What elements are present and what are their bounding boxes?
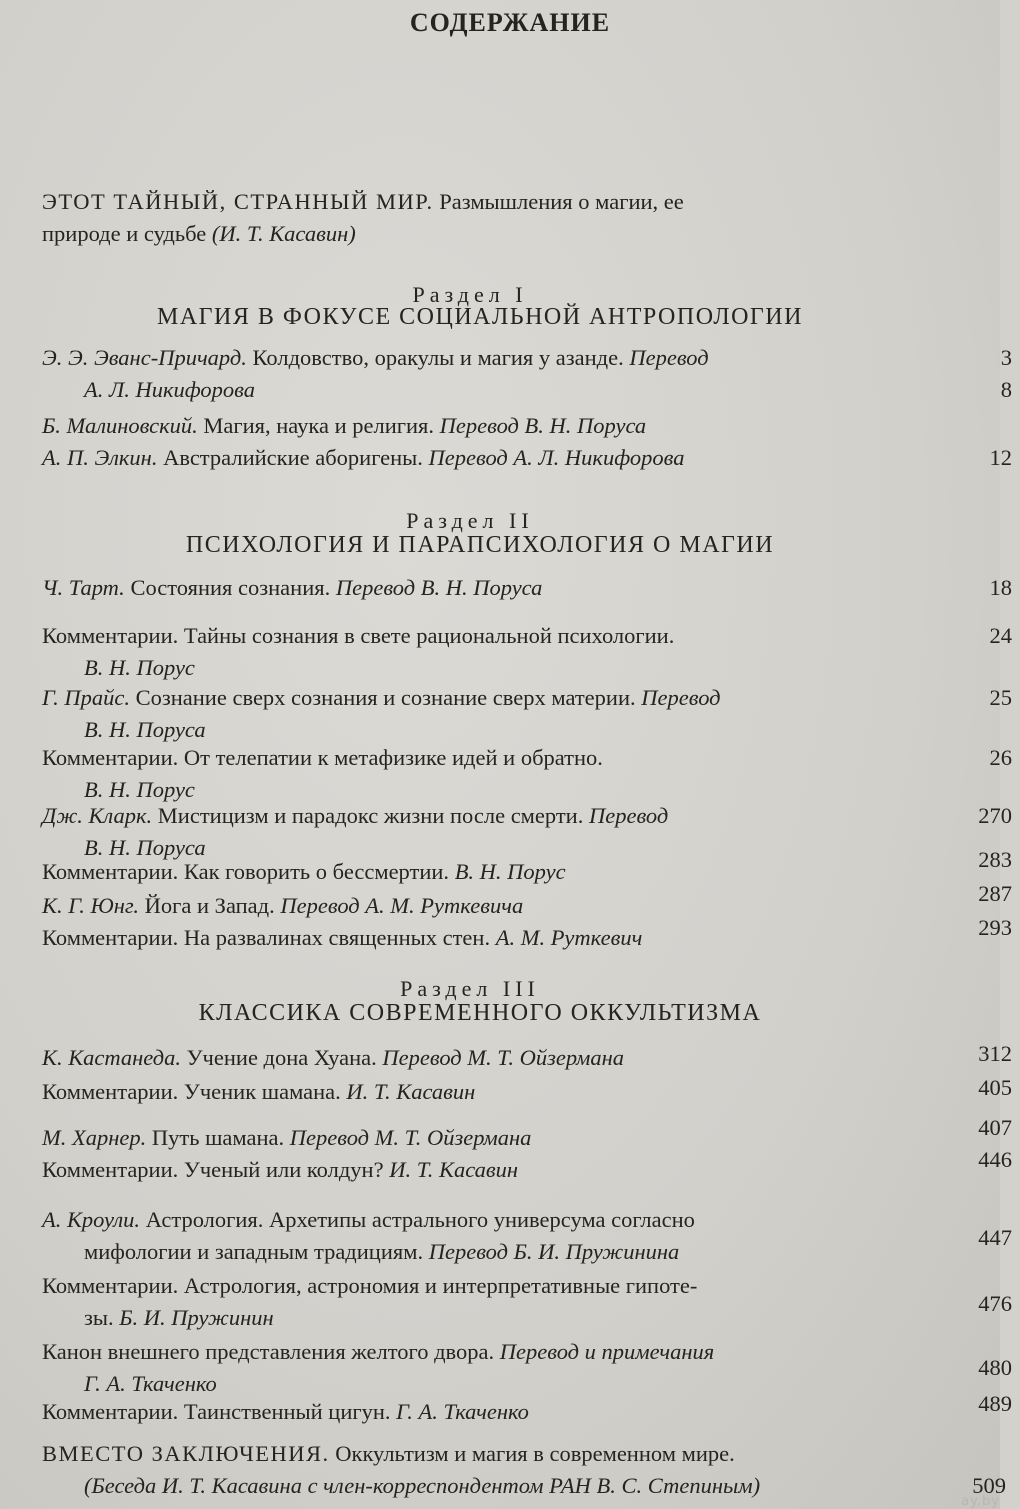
entry-title: Учение дона Хуана. (181, 1045, 383, 1070)
page-number: 3 (1000, 345, 1012, 370)
intro-text: Размышления о магии, ее (433, 189, 684, 214)
toc-entry (42, 572, 1012, 604)
page-number: 25 (989, 685, 1012, 710)
page-number: 480 (978, 1355, 1012, 1380)
entry-author: Дж. Кларк. (42, 803, 153, 828)
entry-continuation: Г. А. Ткаченко (84, 1371, 217, 1396)
entry-note: Перевод Б. И. Пружинина (428, 1239, 680, 1264)
entry-author: Ч. Тарт. (42, 575, 125, 600)
page-number: 476 (978, 1291, 1012, 1316)
entry-note: Перевод и примечания (499, 1339, 715, 1364)
entry-title: Комментарии. Таинственный цигун. (42, 1399, 397, 1424)
toc-entry (42, 1204, 1012, 1268)
entry-title: Магия, наука и религия. (197, 413, 440, 438)
entry-note: Перевод (588, 803, 669, 828)
conclusion-note: (Беседа И. Т. Касавина с член-корреспондентом РАН В. С. Степиным) (84, 1473, 761, 1498)
entry-note: Г. А. Ткаченко (396, 1399, 529, 1424)
entry-note: В. Н. Порус (454, 859, 566, 884)
toc-entry (42, 1041, 1012, 1074)
entry-author: Э. Э. Эванс-Причард. (42, 345, 247, 370)
page-number: 283 (978, 847, 1012, 872)
entry-continuation: В. Н. Порус (84, 777, 195, 802)
entry-continuation: зы. (84, 1305, 120, 1330)
page-number: 489 (978, 1391, 1012, 1416)
entry-note: Перевод А. Л. Никифорова (428, 445, 685, 470)
entry-note: А. М. Руткевич (495, 925, 643, 950)
entry-title: Комментарии. Астрология, астрономия и интерпретативные гипоте- (42, 1273, 698, 1298)
entry-title: Путь шамана. (146, 1125, 290, 1150)
page-number: 18 (989, 575, 1012, 600)
toc-entry (42, 881, 1012, 922)
conclusion-text: Оккультизм и магия в современном мире. (329, 1441, 735, 1466)
entry-title: Состояния сознания. (124, 575, 336, 600)
page-number: 509 (972, 1473, 1006, 1498)
entry-note: И. Т. Касавин (389, 1157, 519, 1182)
page-number: 446 (978, 1147, 1012, 1172)
page-number: 312 (978, 1041, 1012, 1066)
toc-entry (42, 682, 1012, 746)
toc-entry (42, 742, 1012, 806)
entry-continuation: А. Л. Никифорова (84, 377, 256, 402)
toc-entry (42, 620, 1012, 684)
page-number: 447 (978, 1225, 1012, 1250)
entry-title: Комментарии. Как говорить о бессмертии. (42, 859, 455, 884)
entry-author: К. Г. Юнг. (42, 893, 140, 918)
toc-entry (42, 1391, 1012, 1428)
intro-author: (И. Т. Касавин) (211, 221, 356, 246)
page-number: 407 (978, 1115, 1012, 1140)
entry-title: Мистицизм и парадокс жизни после смерти. (152, 803, 589, 828)
entry-continuation: В. Н. Поруса (84, 717, 206, 742)
entry-title: Сознание сверх сознания и сознание сверх материи. (129, 685, 642, 710)
toc-entry (42, 915, 1012, 954)
entry-title: Йога и Запад. (139, 893, 281, 918)
toc-entry (42, 1336, 1012, 1400)
page-number: 26 (989, 745, 1012, 770)
intro-caps: ЭТОТ ТАЙНЫЙ, СТРАННЫЙ МИР. (42, 189, 434, 214)
page-title: СОДЕРЖАНИЕ (409, 8, 611, 37)
page-number: 405 (978, 1075, 1012, 1100)
toc-entry (42, 342, 1012, 406)
entry-author: А. Кроули. (42, 1207, 141, 1232)
watermark: ay.by (961, 1494, 1000, 1509)
entry-continuation: В. Н. Порус (84, 655, 195, 680)
page-number: 287 (978, 881, 1012, 906)
entry-title: Комментарии. Тайны сознания в свете рациональной психологии. (42, 623, 675, 648)
entry-note: И. Т. Касавин (346, 1079, 476, 1104)
entry-continuation: В. Н. Поруса (84, 835, 206, 860)
page-number: 270 (978, 803, 1012, 828)
entry-note: Перевод (629, 345, 709, 370)
conclusion-caps: ВМЕСТО ЗАКЛЮЧЕНИЯ. (42, 1441, 330, 1466)
section-label: Раздел I (412, 282, 528, 307)
entry-author: А. П. Элкин. (42, 445, 158, 470)
section-label: Раздел II (406, 508, 534, 533)
entry-title: Астрология. Архетипы астрального универсума согласно (140, 1207, 695, 1232)
entry-title: Комментарии. От телепатии к метафизике идей и обратно. (42, 745, 603, 770)
toc-entry (42, 442, 1012, 474)
entry-author: Г. Прайс. (42, 685, 130, 710)
entry-note: Перевод В. Н. Поруса (439, 413, 647, 438)
entry-author: М. Харнер. (42, 1125, 147, 1150)
entry-note: Перевод А. М. Руткевича (280, 893, 524, 918)
entry-note: Перевод В. Н. Поруса (335, 575, 543, 600)
toc-entry (42, 1270, 1012, 1334)
entry-title: Комментарии. Ученый или колдун? (42, 1157, 390, 1182)
section-title: МАГИЯ В ФОКУСЕ СОЦИАЛЬНОЙ АНТРОПОЛОГИИ (157, 304, 803, 330)
entry-author: К. Кастанеда. (42, 1045, 181, 1070)
section-title: КЛАССИКА СОВРЕМЕННОГО ОККУЛЬТИЗМА (198, 1000, 762, 1026)
entry-title: Канон внешнего представления желтого двора. (42, 1339, 500, 1364)
toc-entry (42, 1075, 1012, 1108)
entry-note: Перевод М. Т. Ойзермана (289, 1125, 532, 1150)
page-number: 293 (978, 915, 1012, 940)
entry-note: Перевод (641, 685, 721, 710)
entry-title: Комментарии. Ученик шамана. (42, 1079, 347, 1104)
entry-title: Австралийские аборигены. (157, 445, 429, 470)
intro-text-2: природе и судьбе (42, 221, 212, 246)
section-label: Раздел III (400, 976, 540, 1001)
entry-author: Б. Малиновский. (42, 413, 198, 438)
toc-entry (42, 410, 982, 442)
toc-entry (42, 1147, 1012, 1186)
page-number: 24 (989, 623, 1012, 648)
toc-entry (42, 1115, 1012, 1154)
entry-note: Перевод М. Т. Ойзермана (382, 1045, 625, 1070)
entry-title: Колдовство, оракулы и магия у азанде. (246, 345, 630, 370)
page-number: 12 (989, 445, 1012, 470)
section-title: ПСИХОЛОГИЯ И ПАРАПСИХОЛОГИЯ О МАГИИ (185, 532, 775, 558)
page-number: 8 (1000, 377, 1012, 402)
entry-continuation: мифологии и западным традициям. (84, 1239, 429, 1264)
entry-title: Комментарии. На развалинах священных стен. (42, 925, 496, 950)
entry-note: Б. И. Пружинин (119, 1305, 274, 1330)
toc-entry-intro (42, 186, 982, 250)
